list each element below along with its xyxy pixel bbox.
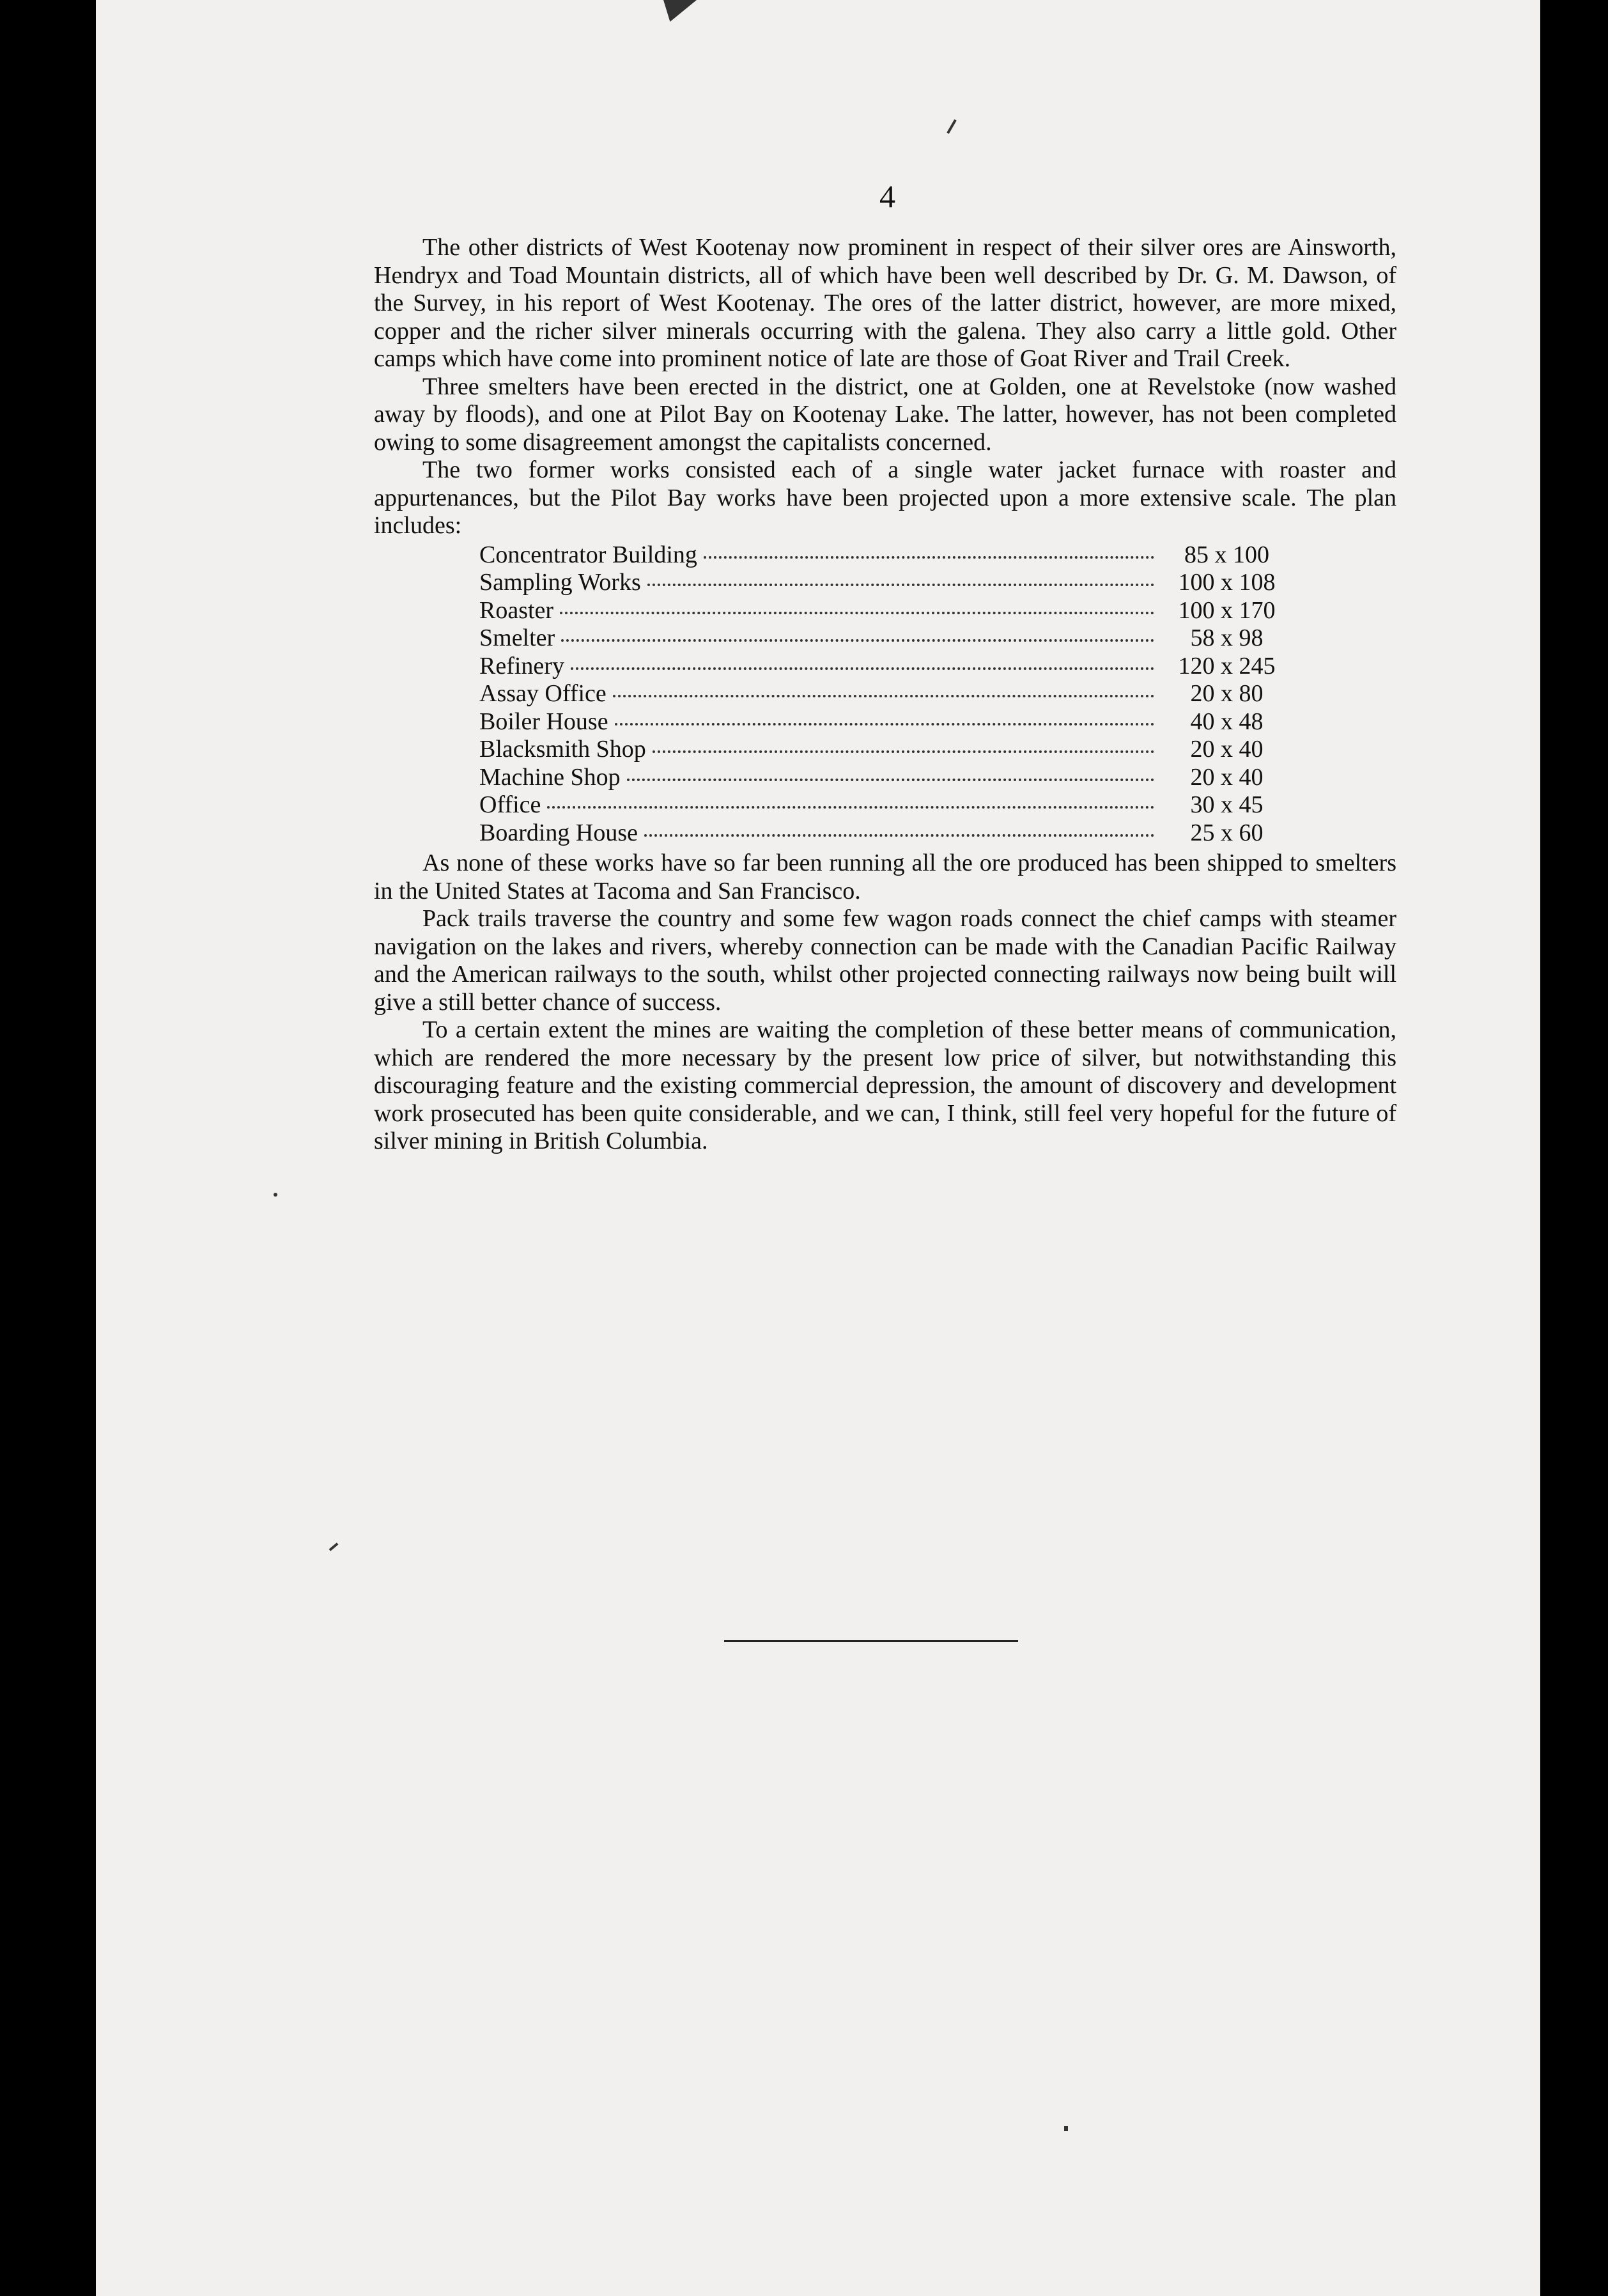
building-dimensions: 40 x 48 bbox=[1190, 708, 1264, 735]
building-name: Sampling Works bbox=[479, 569, 641, 596]
dot-leader bbox=[571, 667, 1154, 670]
building-name: Boiler House bbox=[479, 708, 608, 735]
building-name: Assay Office bbox=[479, 680, 607, 707]
building-dimensions: 25 x 60 bbox=[1190, 819, 1264, 846]
building-dimensions: 58 x 98 bbox=[1190, 624, 1264, 651]
building-dimensions: 20 x 40 bbox=[1190, 736, 1264, 763]
dot-leader bbox=[560, 612, 1154, 614]
page-number: 4 bbox=[879, 178, 895, 214]
dot-leader bbox=[644, 834, 1154, 837]
building-name: Blacksmith Shop bbox=[479, 736, 646, 763]
table-row bbox=[479, 708, 1289, 736]
building-name: Office bbox=[479, 791, 541, 818]
building-name: Machine Shop bbox=[479, 763, 621, 791]
dot-leader bbox=[704, 556, 1154, 559]
body-text bbox=[374, 234, 1396, 1156]
building-name: Smelter bbox=[479, 624, 555, 651]
building-dimensions: 20 x 80 bbox=[1190, 680, 1264, 707]
building-dimensions: 20 x 40 bbox=[1190, 763, 1264, 791]
table-row bbox=[479, 791, 1289, 819]
table-row bbox=[479, 624, 1289, 653]
table-row bbox=[479, 680, 1289, 708]
dot-leader bbox=[547, 806, 1154, 809]
building-name: Refinery bbox=[479, 652, 564, 679]
table-row bbox=[479, 597, 1289, 625]
dot-leader bbox=[561, 639, 1154, 642]
table-row bbox=[479, 653, 1289, 681]
paragraph: To a certain extent the mines are waiting the completion of these better means of communication, which are rendered the more necessary by the present low price of silver, but notwithstanding this discouraging feature and the existing commercial depression, the amount of discovery and development work prosecuted has been quite considerable, and we can, I think, still feel very hopeful for the future of silver mining in British Columbia. bbox=[374, 1016, 1396, 1154]
table-row bbox=[479, 569, 1289, 597]
paragraph: Three smelters have been erected in the district, one at Golden, one at Revelstoke (now washed away by floods), and one at Pilot Bay on Kootenay Lake. The latter, however, has not been completed owing to some disagreement amongst the capitalists concerned. bbox=[374, 373, 1396, 456]
dot-leader bbox=[647, 584, 1154, 586]
building-dimensions: 100 x 108 bbox=[1178, 569, 1276, 596]
building-dimensions: 120 x 245 bbox=[1178, 652, 1276, 679]
paragraph: The two former works consisted each of a single water jacket furnace with roaster and appurtenances, but the Pilot Bay works have been projected upon a more extensive scale. The plan includes: bbox=[374, 456, 1396, 539]
building-dimensions: 30 x 45 bbox=[1190, 791, 1264, 818]
table-row bbox=[479, 764, 1289, 792]
dot-leader bbox=[653, 750, 1154, 753]
building-name: Roaster bbox=[479, 596, 554, 624]
building-name: Boarding House bbox=[479, 819, 638, 846]
paragraph: Pack trails traverse the country and some few wagon roads connect the chief camps with steamer navigation on the lakes and rivers, whereby connection can be made with the Canadian Pacific Railway and the American railways to the south, whilst other projected connecting railways now being built will give a still better chance of success. bbox=[374, 905, 1396, 1016]
building-dimensions: 85 x 100 bbox=[1184, 541, 1269, 568]
dot-leader bbox=[613, 695, 1154, 697]
closing-rule bbox=[724, 1640, 1018, 1642]
building-name: Concentrator Building bbox=[479, 541, 697, 568]
paragraph: As none of these works have so far been running all the ore produced has been shipped to smelters in the United States at Tacoma and San Francisco. bbox=[374, 849, 1396, 904]
works-table bbox=[479, 541, 1289, 848]
scan-speck bbox=[274, 1193, 277, 1197]
dot-leader bbox=[627, 779, 1154, 781]
paragraph: The other districts of West Kootenay now prominent in respect of their silver ores are Ainsworth, Hendryx and Toad Mountain districts, all of which have been well described by Dr. G. M. Dawson, of the Survey, in his report of West Kootenay. The ores of the latter district, however, are more mixed, copper and the richer silver minerals occurring with the galena. They also carry a little gold. Other camps which have come into prominent notice of late are those of Goat River and Trail Creek. bbox=[374, 234, 1396, 372]
building-dimensions: 100 x 170 bbox=[1178, 596, 1276, 624]
dot-leader bbox=[615, 723, 1154, 725]
table-row bbox=[479, 541, 1289, 570]
scan-speck bbox=[1064, 2126, 1068, 2131]
table-row bbox=[479, 736, 1289, 764]
table-row bbox=[479, 819, 1289, 848]
